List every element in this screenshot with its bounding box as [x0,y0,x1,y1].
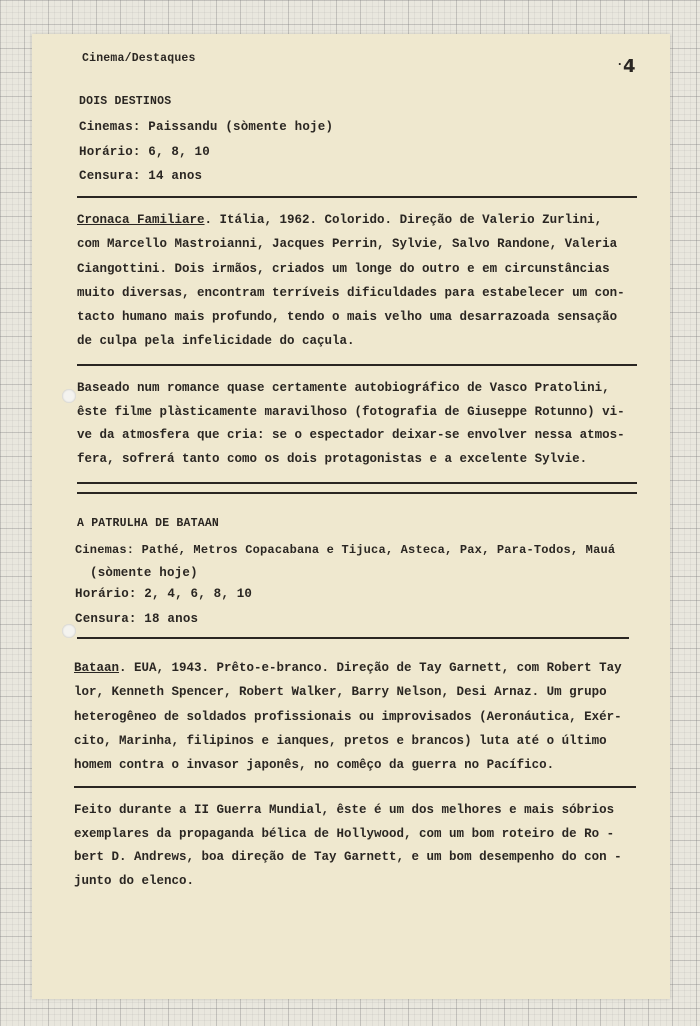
film2-cinemas-cont: (sòmente hoje) [90,566,198,580]
synopsis-line: lor, Kenneth Spencer, Robert Walker, Barry Nelson, Desi Arnaz. Um grupo [74,685,607,700]
film2-horario: Horário: 2, 4, 6, 8, 10 [75,587,253,601]
film1-review [77,376,637,470]
section-header: Cinema/Destaques [82,52,196,65]
synopsis-line: muito diversas, encontram terríveis dificuldades para estabelecer um con- [77,285,625,300]
film2-synopsis [74,656,639,777]
review-line: Baseado num romance quase certamente autobiográfico de Vasco Pratolini, [77,381,610,395]
film2-censura: Censura: 18 anos [75,612,199,626]
synopsis-line: Ciangottini. Dois irmãos, criados um longe do outro e em circunstâncias [77,261,610,276]
synopsis-line: heterogêneo de soldados profissionais ou improvisados (Aeronáutica, Exér- [74,709,622,724]
punch-hole-bottom [62,624,76,638]
film2-original-title: Bataan [74,661,120,675]
review-line: fera, sofrerá tanto como os dois protagonistas e a excelente Sylvie. [77,451,588,466]
divider [74,786,636,788]
divider [77,482,637,484]
film1-synopsis [77,208,637,354]
synopsis-line: com Marcello Mastroianni, Jacques Perrin, Sylvie, Salvo Randone, Valeria [77,237,618,252]
review-line: exemplares da propaganda bélica de Hollywood, com um bom roteiro de Ro - [74,826,615,841]
page-number: 4 [623,56,636,77]
synopsis-line: tacto humano mais profundo, tendo o mais velho uma desarrazoada sensação [77,310,618,325]
synopsis-line: homem contra o invasor japonês, no comêço da guerra no Pacífico. [74,758,555,773]
punch-hole-top [62,389,76,403]
film1-cinemas: Cinemas: Paissandu (sòmente hoje) [79,120,334,134]
synopsis-line: cito, Marinha, filipinos e ianques, pretos e brancos) luta até o último [74,733,607,748]
film2-title: A PATRULHA DE BATAAN [77,517,220,530]
divider [77,637,629,639]
film1-title: DOIS DESTINOS [79,95,172,108]
film1-censura: Censura: 14 anos [79,169,203,183]
divider [77,196,637,198]
typed-document-page [32,34,670,999]
film2-cinemas: Cinemas: Pathé, Metros Copacabana e Tijuca, Asteca, Pax, Para-Todos, Mauá [75,543,616,557]
review-line: junto do elenco. [74,873,195,888]
divider [77,492,637,494]
divider [77,364,637,366]
review-line: ve da atmosfera que cria: se o espectador deixar-se envolver nessa atmos- [77,428,625,442]
film1-original-title: Cronaca Familiare [77,213,205,227]
synopsis-line: Cronaca Familiare. Itália, 1962. Colorido. Direção de Valerio Zurlini, [77,213,603,227]
review-line: bert D. Andrews, boa direção de Tay Garnett, e um bom desempenho do con - [74,850,622,864]
synopsis-line: de culpa pela infelicidade do caçula. [77,334,355,349]
synopsis-line: Bataan. EUA, 1943. Prêto-e-branco. Direção de Tay Garnett, com Robert Tay [74,661,622,675]
review-line: êste filme plàsticamente maravilhoso (fotografia de Giuseppe Rotunno) vi- [77,404,625,419]
review-line: Feito durante a II Guerra Mundial, êste é um dos melhores e mais sóbrios [74,803,615,817]
film1-horario: Horário: 6, 8, 10 [79,145,210,159]
film2-review [74,798,639,892]
page-mark: . [616,55,624,69]
